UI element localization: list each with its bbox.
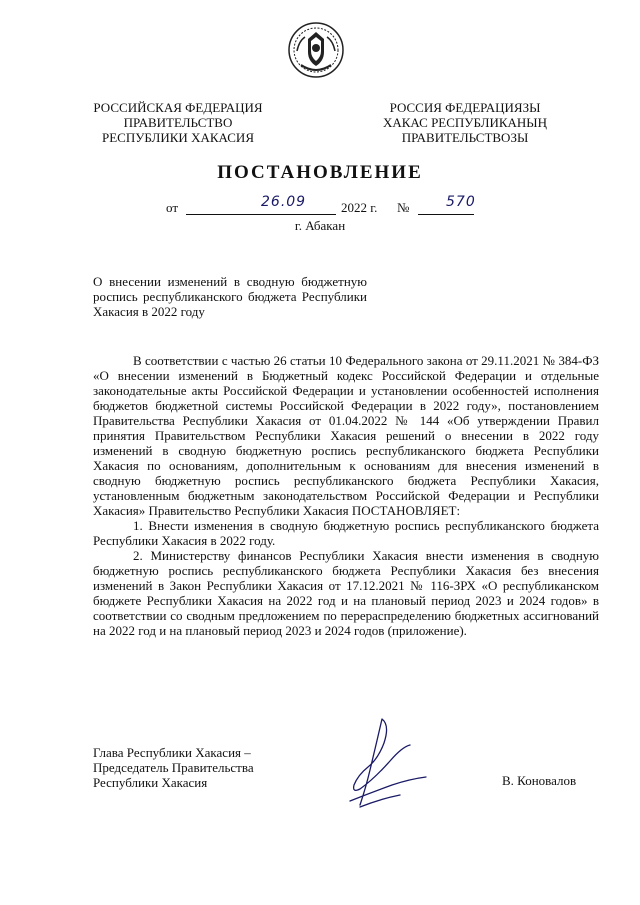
body-paragraph-2: 1. Внести изменения в сводную бюджетную роспись республиканского бюджета Республики Хакасия в 2022 году. (93, 518, 599, 548)
document-subject: О внесении изменений в сводную бюджетную роспись республиканского бюджета Республики Хакасия в 2022 году (93, 274, 367, 319)
signatory-line1: Глава Республики Хакасия – (93, 745, 251, 760)
signatory-title (93, 745, 293, 790)
document-body (93, 353, 599, 638)
year-label: 2022 г. (341, 200, 378, 215)
signatory-line2: Председатель Правительства (93, 760, 254, 775)
header-right-line3: ПРАВИТЕЛЬСТВОЗЫ (401, 130, 529, 145)
header-right-line1: РОССИЯ ФЕДЕРАЦИЯЗЫ (389, 100, 541, 115)
header-right-line2: ХАКАС РЕСПУБЛИКАНЫҢ (382, 115, 548, 130)
number-field (418, 194, 476, 215)
number-sign: № (397, 200, 410, 215)
header-right (370, 100, 560, 145)
header-left-line2: ПРАВИТЕЛЬСТВО (123, 115, 233, 130)
coat-of-arms-emblem-icon (287, 21, 345, 79)
date-field (186, 194, 336, 215)
header-left (88, 100, 268, 145)
body-paragraph-1: В соответствии с частью 26 статьи 10 Федерального закона от 29.11.2021 № 384-ФЗ «О внесении изменений в Бюджетный кодекс Российской Федерации и отдельные законодательные акты Российской Федерации и установлении особенностей исполнения бюджетов бюджетной системы Российской Федерации в 2022 году», постановлением Правительства Республики Хакасия от 01.04.2022 № 144 «Об утверждении Правил принятия Правительством Республики Хакасия решений о внесении в 2022 году изменений в сводную бюджетную роспись республиканского бюджета Республики Хакасия по основаниям, дополнительным к основаниям для внесения изменений в сводную бюджетную роспись республиканского бюджета Республики Хакасия, установленным бюджетным законодательством Российской Федерации и Республики Хакасия» Правительство Республики Хакасия ПОСТАНОВЛЯЕТ: (93, 353, 599, 518)
date-number-line (0, 194, 640, 220)
handwritten-signature-icon (330, 715, 440, 815)
document-title: ПОСТАНОВЛЕНИЕ (217, 162, 423, 183)
header-left-line1: РОССИЙСКАЯ ФЕДЕРАЦИЯ (93, 100, 263, 115)
signatory-line3: Республики Хакасия (93, 775, 208, 790)
body-paragraph-3: 2. Министерству финансов Республики Хакасия внести изменения в сводную бюджетную роспись республиканского бюджета Республики Хакасия без внесения изменений в Закон Республики Хакасия от 17.12.2021 № 116-ЗРХ «О республиканском бюджете Республики Хакасия на 2022 год и на плановый период 2023 и 2024 годов» в соответствии со сводным предложением по перераспределению бюджетных ассигнований на 2022 год и на плановый период 2023 и 2024 годов (приложение). (93, 548, 599, 638)
city-label: г. Абакан (294, 218, 346, 233)
date-prefix: от (166, 200, 179, 215)
number-value: 570 (446, 194, 476, 210)
signatory-name: В. Коновалов (502, 773, 577, 788)
date-value: 26.09 (261, 194, 307, 210)
header-left-line3: РЕСПУБЛИКИ ХАКАСИЯ (101, 130, 254, 145)
